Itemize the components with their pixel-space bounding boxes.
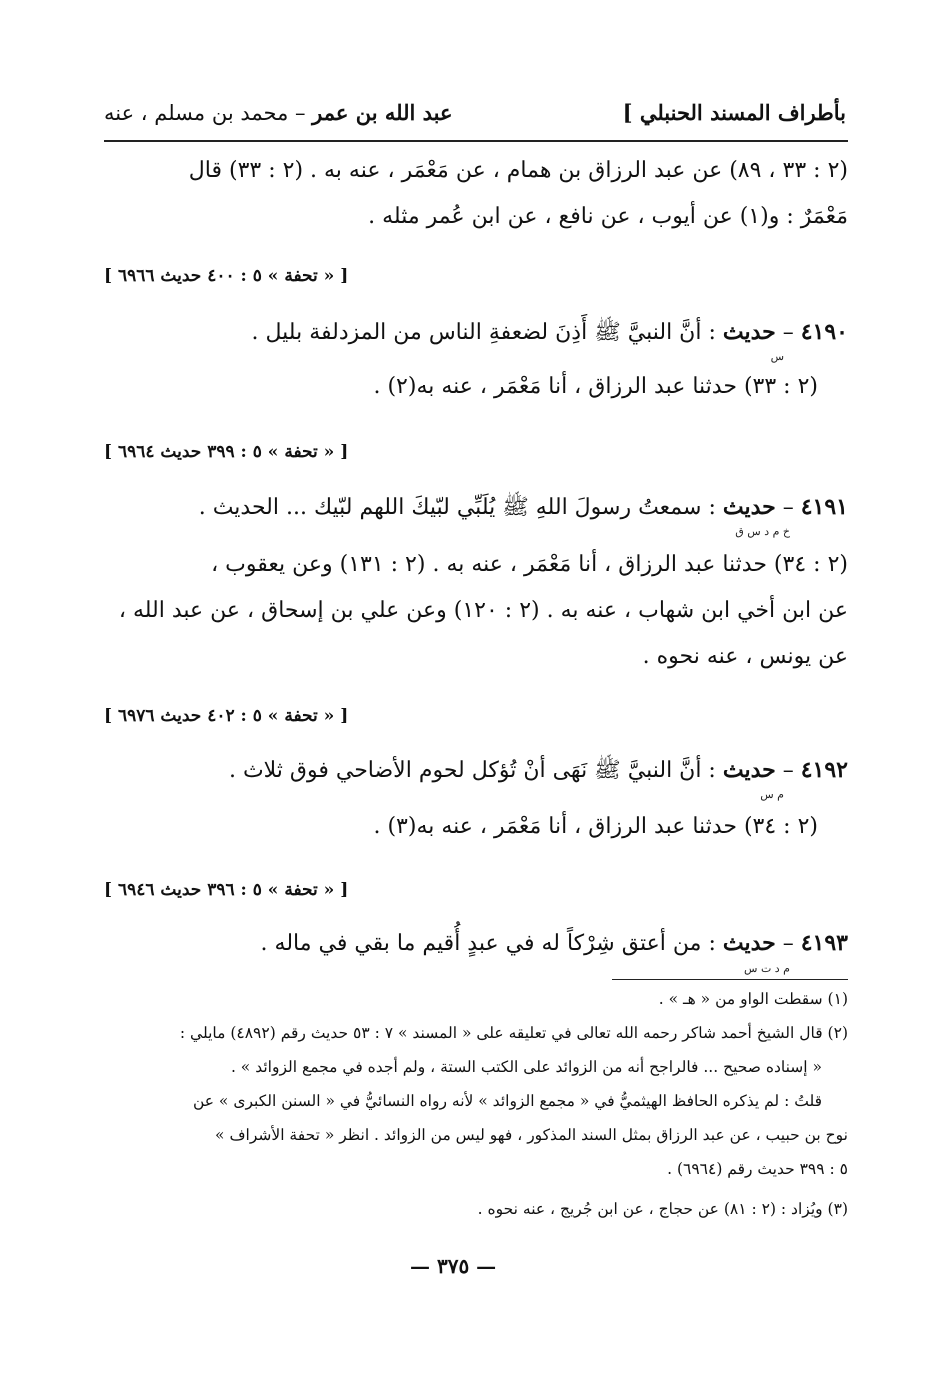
tuhfa-reference: [ « تحفة » ٥ : ٣٩٩ حديث ٦٩٦٤ ]	[104, 442, 349, 462]
hadith-4191-sigla: خ م د س ق	[735, 525, 790, 538]
hadith-4190-line: ٤١٩٠ – حديث : أنَّ النبيَّ ﷺ أَذِنَ لضعفةِ الناس من المزدلفة بليل .	[251, 319, 848, 345]
header-book-title: بأطراف المسند الحنبلي ]	[622, 100, 846, 125]
footnote-2-line-5: ٥ : ٣٩٩ حديث رقم (٦٩٦٤) .	[667, 1160, 848, 1178]
hadith-4191-line: ٤١٩١ – حديث : سمعتُ رسولَ اللهِ ﷺ يُلَبِّي لبّيكَ اللهم لبّيك ... الحديث .	[198, 494, 848, 520]
header-rule	[104, 140, 848, 142]
tuhfa-reference: [ « تحفة » ٥ : ٤٠٠ حديث ٦٩٦٦ ]	[104, 266, 349, 286]
tuhfa-reference: [ « تحفة » ٥ : ٤٠٢ حديث ٦٩٧٦ ]	[104, 706, 349, 726]
header-chain-prefix: عبد الله بن عمر	[312, 100, 453, 125]
hadith-text: : أنَّ النبيَّ ﷺ نَهَى أنْ تُؤكل لحوم الأضاحي فوق ثلاث .	[228, 758, 716, 783]
footnote-2-line-4: نوح بن حبيب ، عن عبد الرزاق بمثل السند المذكور ، فهو ليس من الزوائد . انظر « تحفة الأشراف »	[215, 1126, 848, 1144]
hadith-label: حديث	[722, 930, 776, 956]
hadith-number: ٤١٩٣	[800, 930, 848, 956]
hadith-number: ٤١٩١	[800, 494, 848, 520]
hadith-number: ٤١٩٢	[800, 757, 848, 783]
page-number: — ٣٧٥ —	[410, 1254, 497, 1278]
hadith-4193-line: ٤١٩٣ – حديث : من أعتق شِرْكاً له في عبدٍ أُقيم ما بقي في ماله .	[260, 930, 848, 956]
footnote-1: (١) سقطت الواو من « هـ » .	[658, 990, 848, 1008]
footnote-2-line-2: « إسناده صحيح ... فالراجح أنه من الزوائد على الكتب الستة ، ولم أجده في مجمع الزوائد » .	[230, 1058, 822, 1076]
hadith-label: حديث	[722, 494, 776, 520]
footnote-rule	[612, 979, 848, 980]
hadith-4191-source-2: عن ابن أخي ابن شهاب ، عنه به . (٢ : ١٢٠) وعن علي بن إسحاق ، عن عبد الله ،	[118, 598, 848, 623]
intro-line-1: (٢ : ٣٣ ، ٨٩) عن عبد الرزاق بن همام ، عن مَعْمَر ، عنه به . (٢ : ٣٣) قال	[188, 158, 848, 183]
hadith-text: : أنَّ النبيَّ ﷺ أَذِنَ لضعفةِ الناس من المزدلفة بليل .	[251, 320, 716, 345]
hadith-4192-line: ٤١٩٢ – حديث : أنَّ النبيَّ ﷺ نَهَى أنْ تُؤكل لحوم الأضاحي فوق ثلاث .	[228, 757, 848, 783]
hadith-text: : من أعتق شِرْكاً له في عبدٍ أُقيم ما بقي في ماله .	[260, 931, 716, 956]
intro-line-2: مَعْمَرٌ : و(١) عن أيوب ، عن نافع ، عن ابن عُمر مثله .	[368, 204, 848, 229]
tuhfa-reference: [ « تحفة » ٥ : ٣٩٦ حديث ٦٩٤٦ ]	[104, 880, 349, 900]
hadith-4192-source: (٢ : ٣٤) حدثنا عبد الرزاق ، أنا مَعْمَر ، عنه به(٣) .	[373, 814, 818, 839]
hadith-4192-sigla: م س	[760, 788, 784, 801]
footnote-2-line-1: (٢) قال الشيخ أحمد شاكر رحمه الله تعالى في تعليقه على « المسند » ٧ : ٥٣ حديث رقم (٤٨٩٢) مايلي :	[179, 1024, 848, 1042]
hadith-4190-sigla: س	[770, 350, 784, 363]
hadith-text: : سمعتُ رسولَ اللهِ ﷺ يُلَبِّي لبّيكَ اللهم لبّيك ... الحديث .	[198, 495, 716, 520]
hadith-4190-source: (٢ : ٣٣) حدثنا عبد الرزاق ، أنا مَعْمَر ، عنه به(٢) .	[373, 374, 818, 399]
footnote-3: (٣) ويُزاد : (٢ : ٨١) عن حجاج ، عن ابن جُريج ، عنه نحوه .	[477, 1200, 848, 1218]
hadith-4191-source-3: عن يونس ، عنه نحوه .	[642, 644, 848, 669]
hadith-label: حديث	[722, 757, 776, 783]
footnote-2-line-3: قلتُ : لم يذكره الحافظ الهيثميُّ في « مجمع الزوائد » لأنه رواه النسائيُّ في « السنن الكبرى » عن	[192, 1092, 822, 1110]
hadith-4193-sigla: م د ت س	[744, 962, 790, 975]
header-chain	[104, 100, 453, 125]
hadith-4191-source-1: (٢ : ٣٤) حدثنا عبد الرزاق ، أنا مَعْمَر ، عنه به . (٢ : ١٣١) وعن يعقوب ،	[211, 552, 848, 577]
hadith-number: ٤١٩٠	[800, 319, 848, 345]
header-chain-rest: – محمد بن مسلم ، عنه	[104, 101, 313, 125]
hadith-label: حديث	[722, 319, 776, 345]
